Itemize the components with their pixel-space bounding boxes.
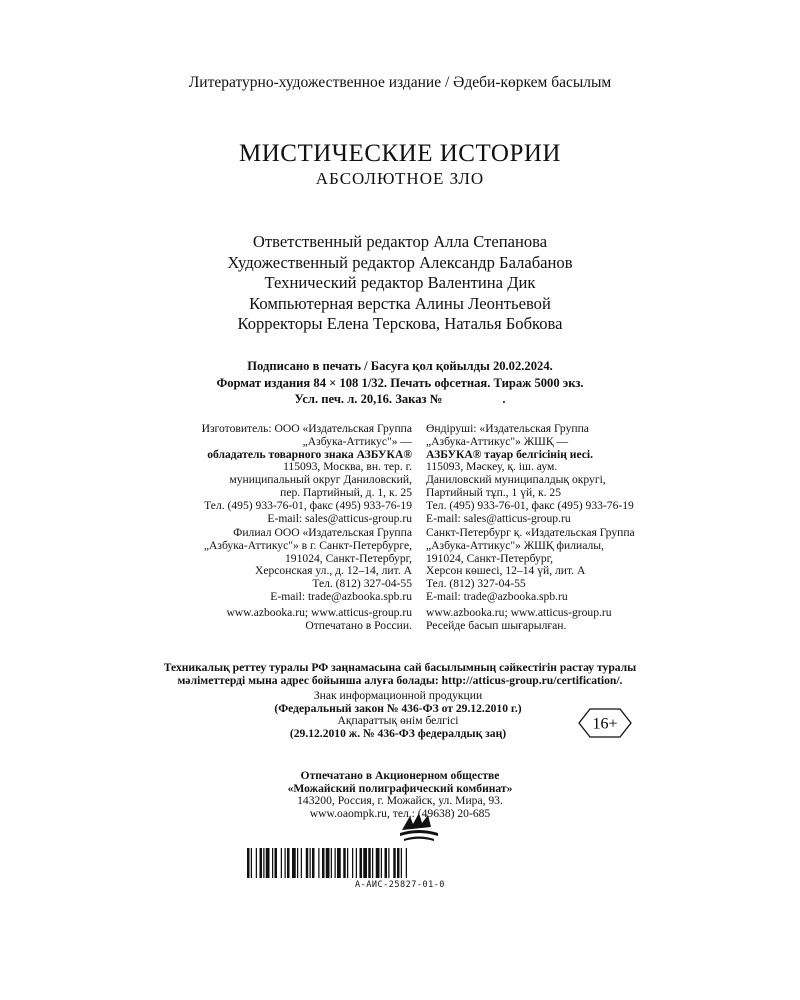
publisher-kz-line: Тел. (495) 933-76-01, факс (495) 933-76-19 [426, 498, 634, 512]
book-subtitle: АБСОЛЮТНОЕ ЗЛО [315, 169, 485, 188]
printer-line: «Можайский полиграфический комбинат» [287, 781, 513, 795]
barcode-bar [385, 848, 388, 878]
publisher-ru-line: пер. Партийный, д. 1, к. 25 [280, 485, 412, 499]
barcode-bar [347, 848, 348, 878]
tech-regulation-line: мәліметтерді мына адрес бойынша алуға болады: http://atticus-group.ru/certification/. [177, 674, 623, 687]
barcode-bar [335, 848, 336, 878]
barcode-bar [326, 848, 330, 878]
barcode-bar [343, 848, 346, 878]
book-title: МИСТИЧЕСКИЕ ИСТОРИИ [239, 140, 561, 167]
branch-kz-line: Тел. (812) 327-04-55 [426, 577, 526, 591]
format-suffix: . Печать офсетная. Тираж 5000 экз. [383, 375, 584, 390]
sheets-text: Усл. печ. л. 20,16. Заказ № [294, 392, 443, 406]
signed-line: Подписано в печать / Басуға қол қойылды 20.02.2024. [247, 359, 553, 373]
tech-regulation [0, 661, 800, 687]
edition-type: Литературно-художественное издание / Әдеби-көркем басылым [188, 74, 612, 91]
print-info [0, 358, 800, 408]
barcode-bar [266, 848, 270, 878]
credits-block [0, 232, 800, 335]
barcode-bar [318, 848, 319, 878]
web-ru-line: www.azbooka.ru; www.atticus-group.ru [226, 606, 412, 619]
publisher-kz-line: Даниловский муниципалдық округі, [426, 473, 606, 487]
barcode-bar [275, 848, 278, 878]
barcode-bar [331, 848, 332, 878]
branch-ru-line: Филиал ООО «Издательская Группа [233, 526, 412, 539]
branch-kz-line: Херсон көшесі, 12–14 үй, лит. А [426, 564, 586, 578]
barcode-bar [401, 848, 402, 878]
publisher-kz-line: 115093, Мәскеу, қ. іш. аум. [426, 460, 558, 474]
branch-kz-line: E-mail: trade@azbooka.spb.ru [426, 589, 568, 603]
barcode-bar [301, 848, 302, 878]
publisher-kz-line: АЗБУКА® тауар белгісінің иесі. [426, 447, 593, 461]
barcode-bar [393, 848, 396, 878]
printer-line: Отпечатано в Акционерном обществе [300, 769, 500, 782]
web-ru-line: Отпечатано в России. [305, 618, 412, 632]
branch-ru-line: 191024, Санкт-Петербург, [285, 551, 412, 565]
barcode-bar [388, 848, 389, 878]
publisher-ru-line: E-mail: sales@atticus-group.ru [267, 511, 412, 525]
credit-line: Компьютерная верстка Алины Леонтьевой [249, 293, 551, 313]
barcode-bar [337, 848, 341, 878]
branch-kz-line: „Азбука-Аттикус"» ЖШҚ филиалы, [426, 538, 604, 552]
barcode-bar [263, 848, 264, 878]
barcode-bar [363, 848, 367, 878]
publisher-ru-line: муниципальный округ Даниловский, [229, 473, 412, 487]
barcode-bar [287, 848, 290, 878]
web-kz [426, 607, 716, 633]
publisher-kz-line: „Азбука-Аттикус"» ЖШҚ — [426, 434, 569, 448]
barcode-bar [251, 848, 252, 878]
web-kz-line: www.azbooka.ru; www.atticus-group.ru [426, 606, 612, 619]
printer-line: 143200, Россия, г. Можайск, ул. Мира, 93. [297, 794, 503, 808]
credit-line: Технический редактор Валентина Дик [264, 273, 536, 292]
branch-ru-line: „Азбука-Аттикус"» в г. Санкт-Петербурге, [203, 538, 412, 552]
publisher-ru [140, 423, 412, 525]
web-ru [140, 607, 412, 633]
info-sign-line: Знак информационной продукции [313, 689, 483, 702]
info-sign-line: Ақпараттық өнім белгісі [337, 714, 459, 728]
barcode-bar [260, 848, 263, 878]
printer-logo-icon [398, 810, 440, 842]
barcode-bar [381, 848, 382, 878]
age-rating-sign [578, 708, 632, 738]
publisher-kz-line: Партийный тұп., 1 үй, к. 25 [426, 485, 562, 499]
sheets-line [0, 391, 800, 408]
barcode-bar [360, 848, 363, 878]
branch-kz-line: Санкт-Петербург қ. «Издательская Группа [426, 526, 635, 539]
barcode-bar [256, 848, 257, 878]
barcode-bar [272, 848, 273, 878]
format-fraction: 1/32 [361, 375, 384, 390]
barcode-bar [376, 848, 380, 878]
publisher-kz [426, 423, 716, 525]
format-line [0, 375, 800, 392]
info-sign-line: (Федеральный закон № 436-ФЗ от 29.12.2010 г.) [274, 701, 522, 715]
publisher-kz-line: E-mail: sales@atticus-group.ru [426, 511, 571, 525]
barcode-bar [372, 848, 373, 878]
publisher-ru-line: 115093, Москва, вн. тер. г. [283, 460, 412, 474]
barcode-bar [310, 848, 311, 878]
web-kz-line: Ресейде басып шығарылған. [426, 618, 567, 632]
publisher-ru-line: обладатель товарного знака АЗБУКА® [207, 447, 412, 461]
tech-regulation-line: Техникалық реттеу туралы РФ заңнамасына сай басылымның сәйкестігін растау туралы [163, 661, 637, 674]
info-sign [248, 690, 548, 740]
barcode-bar [292, 848, 296, 878]
branch-kz-line: 191024, Санкт-Петербург, [426, 551, 553, 565]
branch-ru-line: Херсонская ул., д. 12–14, лит. А [254, 564, 412, 578]
barcode-bar [352, 848, 353, 878]
age-rating-text: 16+ [592, 715, 618, 733]
barcode-bar [285, 848, 286, 878]
publisher-kz-line: Өндіруші: «Издательская Группа [426, 422, 589, 435]
barcode-bar [406, 848, 407, 878]
branch-ru-line: Тел. (812) 327-04-55 [312, 577, 412, 591]
sheets-end: . [502, 392, 506, 406]
barcode-bar [306, 848, 309, 878]
format-prefix: Формат издания 84 × 108 [216, 375, 359, 390]
credit-line: Корректоры Елена Терскова, Наталья Бобкова [237, 314, 563, 333]
publisher-ru-line: Изготовитель: ООО «Издательская Группа [201, 422, 412, 435]
barcode-bar [356, 848, 357, 878]
branch-ru-line: E-mail: trade@azbooka.spb.ru [270, 589, 412, 603]
publisher-ru-line: Тел. (495) 933-76-01, факс (495) 933-76-19 [204, 498, 412, 512]
credit-line: Ответственный редактор Алла Степанова [252, 232, 548, 251]
branch-ru [140, 527, 412, 604]
barcode-bar [368, 848, 371, 878]
barcode-code: А-АИС-25827-01-0 [355, 880, 445, 890]
barcode-bar [281, 848, 282, 878]
barcode-bar [312, 848, 315, 878]
barcode-bar [247, 848, 250, 878]
publisher-ru-line: „Азбука-Аттикус"» — [302, 434, 412, 448]
barcode-bar [297, 848, 298, 878]
printer-line: www.oaompk.ru, тел.: (49638) 20-685 [309, 806, 491, 820]
barcode-bar [397, 848, 400, 878]
barcode-bar [322, 848, 325, 878]
barcode [247, 848, 553, 878]
credit-line: Художественный редактор Александр Балабанов [227, 252, 573, 272]
info-sign-line: (29.12.2010 ж. № 436-ФЗ федералдық заң) [289, 726, 507, 740]
branch-kz [426, 527, 716, 604]
